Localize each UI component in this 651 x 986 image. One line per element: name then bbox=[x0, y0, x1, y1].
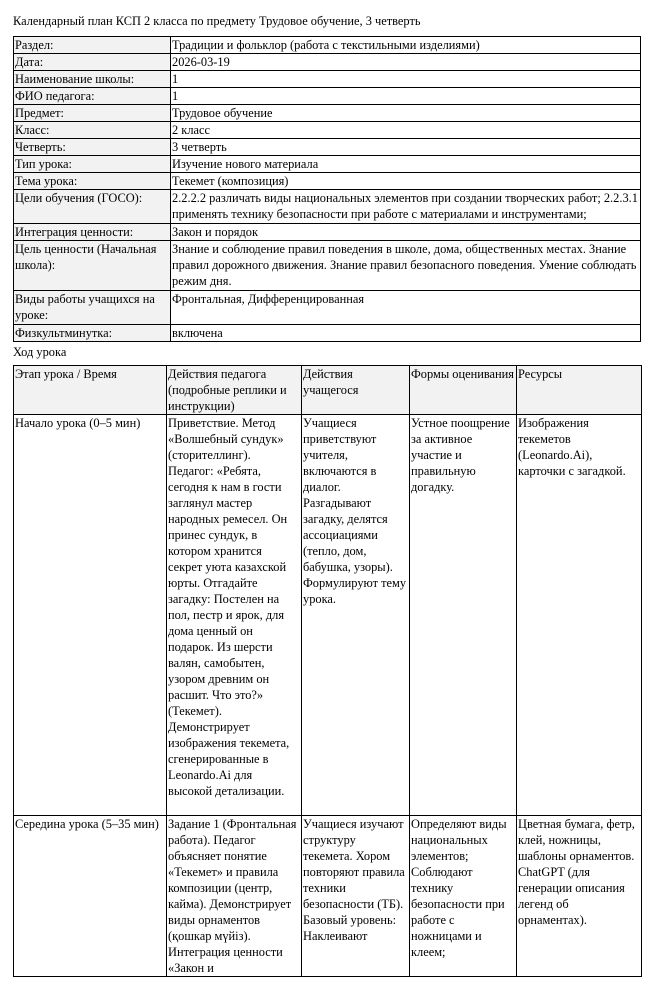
column-header-teacher: Действия педагога (подробные реплики и инструкции) bbox=[167, 366, 302, 415]
info-value: 2.2.2.2 различать виды национальных элементов при создании творческих работ; 2.2.3.1 применять технику безопасности при работе с материалами и инструментами; bbox=[171, 190, 641, 224]
info-row bbox=[14, 54, 641, 71]
info-key: Раздел: bbox=[14, 37, 171, 54]
info-value: Трудовое обучение bbox=[171, 105, 641, 122]
info-row bbox=[14, 105, 641, 122]
info-row bbox=[14, 71, 641, 88]
info-value: 2 класс bbox=[171, 122, 641, 139]
stage-cell: Начало урока (0–5 мин) bbox=[14, 415, 167, 816]
info-value: Текемет (композиция) bbox=[171, 173, 641, 190]
info-row bbox=[14, 173, 641, 190]
info-row bbox=[14, 156, 641, 173]
info-row bbox=[14, 291, 641, 325]
stage-cell: Середина урока (5–35 мин) bbox=[14, 816, 167, 977]
info-key: ФИО педагога: bbox=[14, 88, 171, 105]
info-row bbox=[14, 88, 641, 105]
assessment-cell: Определяют виды национальных элементов; Соблюдают технику безопасности при работе с ножницами и клеем; bbox=[410, 816, 517, 977]
info-row bbox=[14, 224, 641, 241]
lesson-info-table bbox=[13, 36, 641, 342]
table-header-row bbox=[14, 366, 642, 415]
info-value: Традиции и фольклор (работа с текстильными изделиями) bbox=[171, 37, 641, 54]
info-key: Цели обучения (ГОСО): bbox=[14, 190, 171, 224]
info-row bbox=[14, 325, 641, 342]
student-actions-cell: Учащиеся приветствуют учителя, включаются в диалог. Разгадывают загадку, делятся ассоциациями (тепло, дом, бабушка, узоры). Формулируют тему урока. bbox=[302, 415, 410, 816]
info-value: 3 четверть bbox=[171, 139, 641, 156]
info-key: Виды работы учащихся на уроке: bbox=[14, 291, 171, 325]
column-header-student: Действия учащегося bbox=[302, 366, 410, 415]
info-value: 2026-03-19 bbox=[171, 54, 641, 71]
column-header-stage: Этап урока / Время bbox=[14, 366, 167, 415]
info-row bbox=[14, 190, 641, 224]
info-key: Предмет: bbox=[14, 105, 171, 122]
info-key: Класс: bbox=[14, 122, 171, 139]
info-key: Интеграция ценности: bbox=[14, 224, 171, 241]
info-key: Цель ценности (Начальная школа): bbox=[14, 241, 171, 291]
info-row bbox=[14, 139, 641, 156]
lesson-progress-table bbox=[13, 365, 642, 977]
info-key: Физкультминутка: bbox=[14, 325, 171, 342]
column-header-resources: Ресурсы bbox=[517, 366, 642, 415]
teacher-actions-cell: Задание 1 (Фронтальная работа). Педагог объясняет понятие «Текемет» и правила композиции (центр, кайма). Демонстрирует виды орнаментов (қошкар мүйіз). Интеграция ценности «Закон и bbox=[167, 816, 302, 977]
info-key: Тип урока: bbox=[14, 156, 171, 173]
column-header-assessment: Формы оценивания bbox=[410, 366, 517, 415]
lesson-progress-heading: Ход урока bbox=[13, 345, 67, 359]
info-value: Фронтальная, Дифференцированная bbox=[171, 291, 641, 325]
info-value: включена bbox=[171, 325, 641, 342]
info-key: Дата: bbox=[14, 54, 171, 71]
table-row bbox=[14, 415, 642, 816]
info-key: Наименование школы: bbox=[14, 71, 171, 88]
document-title: Календарный план КСП 2 класса по предмету Трудовое обучение, 3 четверть bbox=[13, 14, 421, 28]
info-value: Изучение нового материала bbox=[171, 156, 641, 173]
info-value: Закон и порядок bbox=[171, 224, 641, 241]
info-value: 1 bbox=[171, 88, 641, 105]
info-value: 1 bbox=[171, 71, 641, 88]
resources-cell: Цветная бумага, фетр, клей, ножницы, шаблоны орнаментов. ChatGPT (для генерации описания легенд об орнаментах). bbox=[517, 816, 642, 977]
table-row bbox=[14, 816, 642, 977]
info-row bbox=[14, 122, 641, 139]
info-value: Знание и соблюдение правил поведения в школе, дома, общественных местах. Знание правил дорожного движения. Знание правил безопасного поведения. Умение соблюдать режим дня. bbox=[171, 241, 641, 291]
teacher-actions-cell: Приветствие. Метод «Волшебный сундук» (сторителлинг). Педагог: «Ребята, сегодня к нам в гости заглянул мастер народных ремесел. Он принес сундук, в котором хранится секрет уюта казахской юрты. Отгадайте загадку: Постелен на пол, пестр и ярок, для дома ценный он подарок. Из шерсти валян, самобытен, узором древним он расшит. Что это?» (Текемет). Демонстрирует изображения текемета, сгенерированные в Leonardo.Ai для высокой детализации. bbox=[167, 415, 302, 816]
info-key: Четверть: bbox=[14, 139, 171, 156]
info-row bbox=[14, 37, 641, 54]
resources-cell: Изображения текеметов (Leonardo.Ai), карточки с загадкой. bbox=[517, 415, 642, 816]
info-row bbox=[14, 241, 641, 291]
assessment-cell: Устное поощрение за активное участие и правильную догадку. bbox=[410, 415, 517, 816]
info-key: Тема урока: bbox=[14, 173, 171, 190]
student-actions-cell: Учащиеся изучают структуру текемета. Хором повторяют правила техники безопасности (ТБ). Базовый уровень: Наклеивают bbox=[302, 816, 410, 977]
